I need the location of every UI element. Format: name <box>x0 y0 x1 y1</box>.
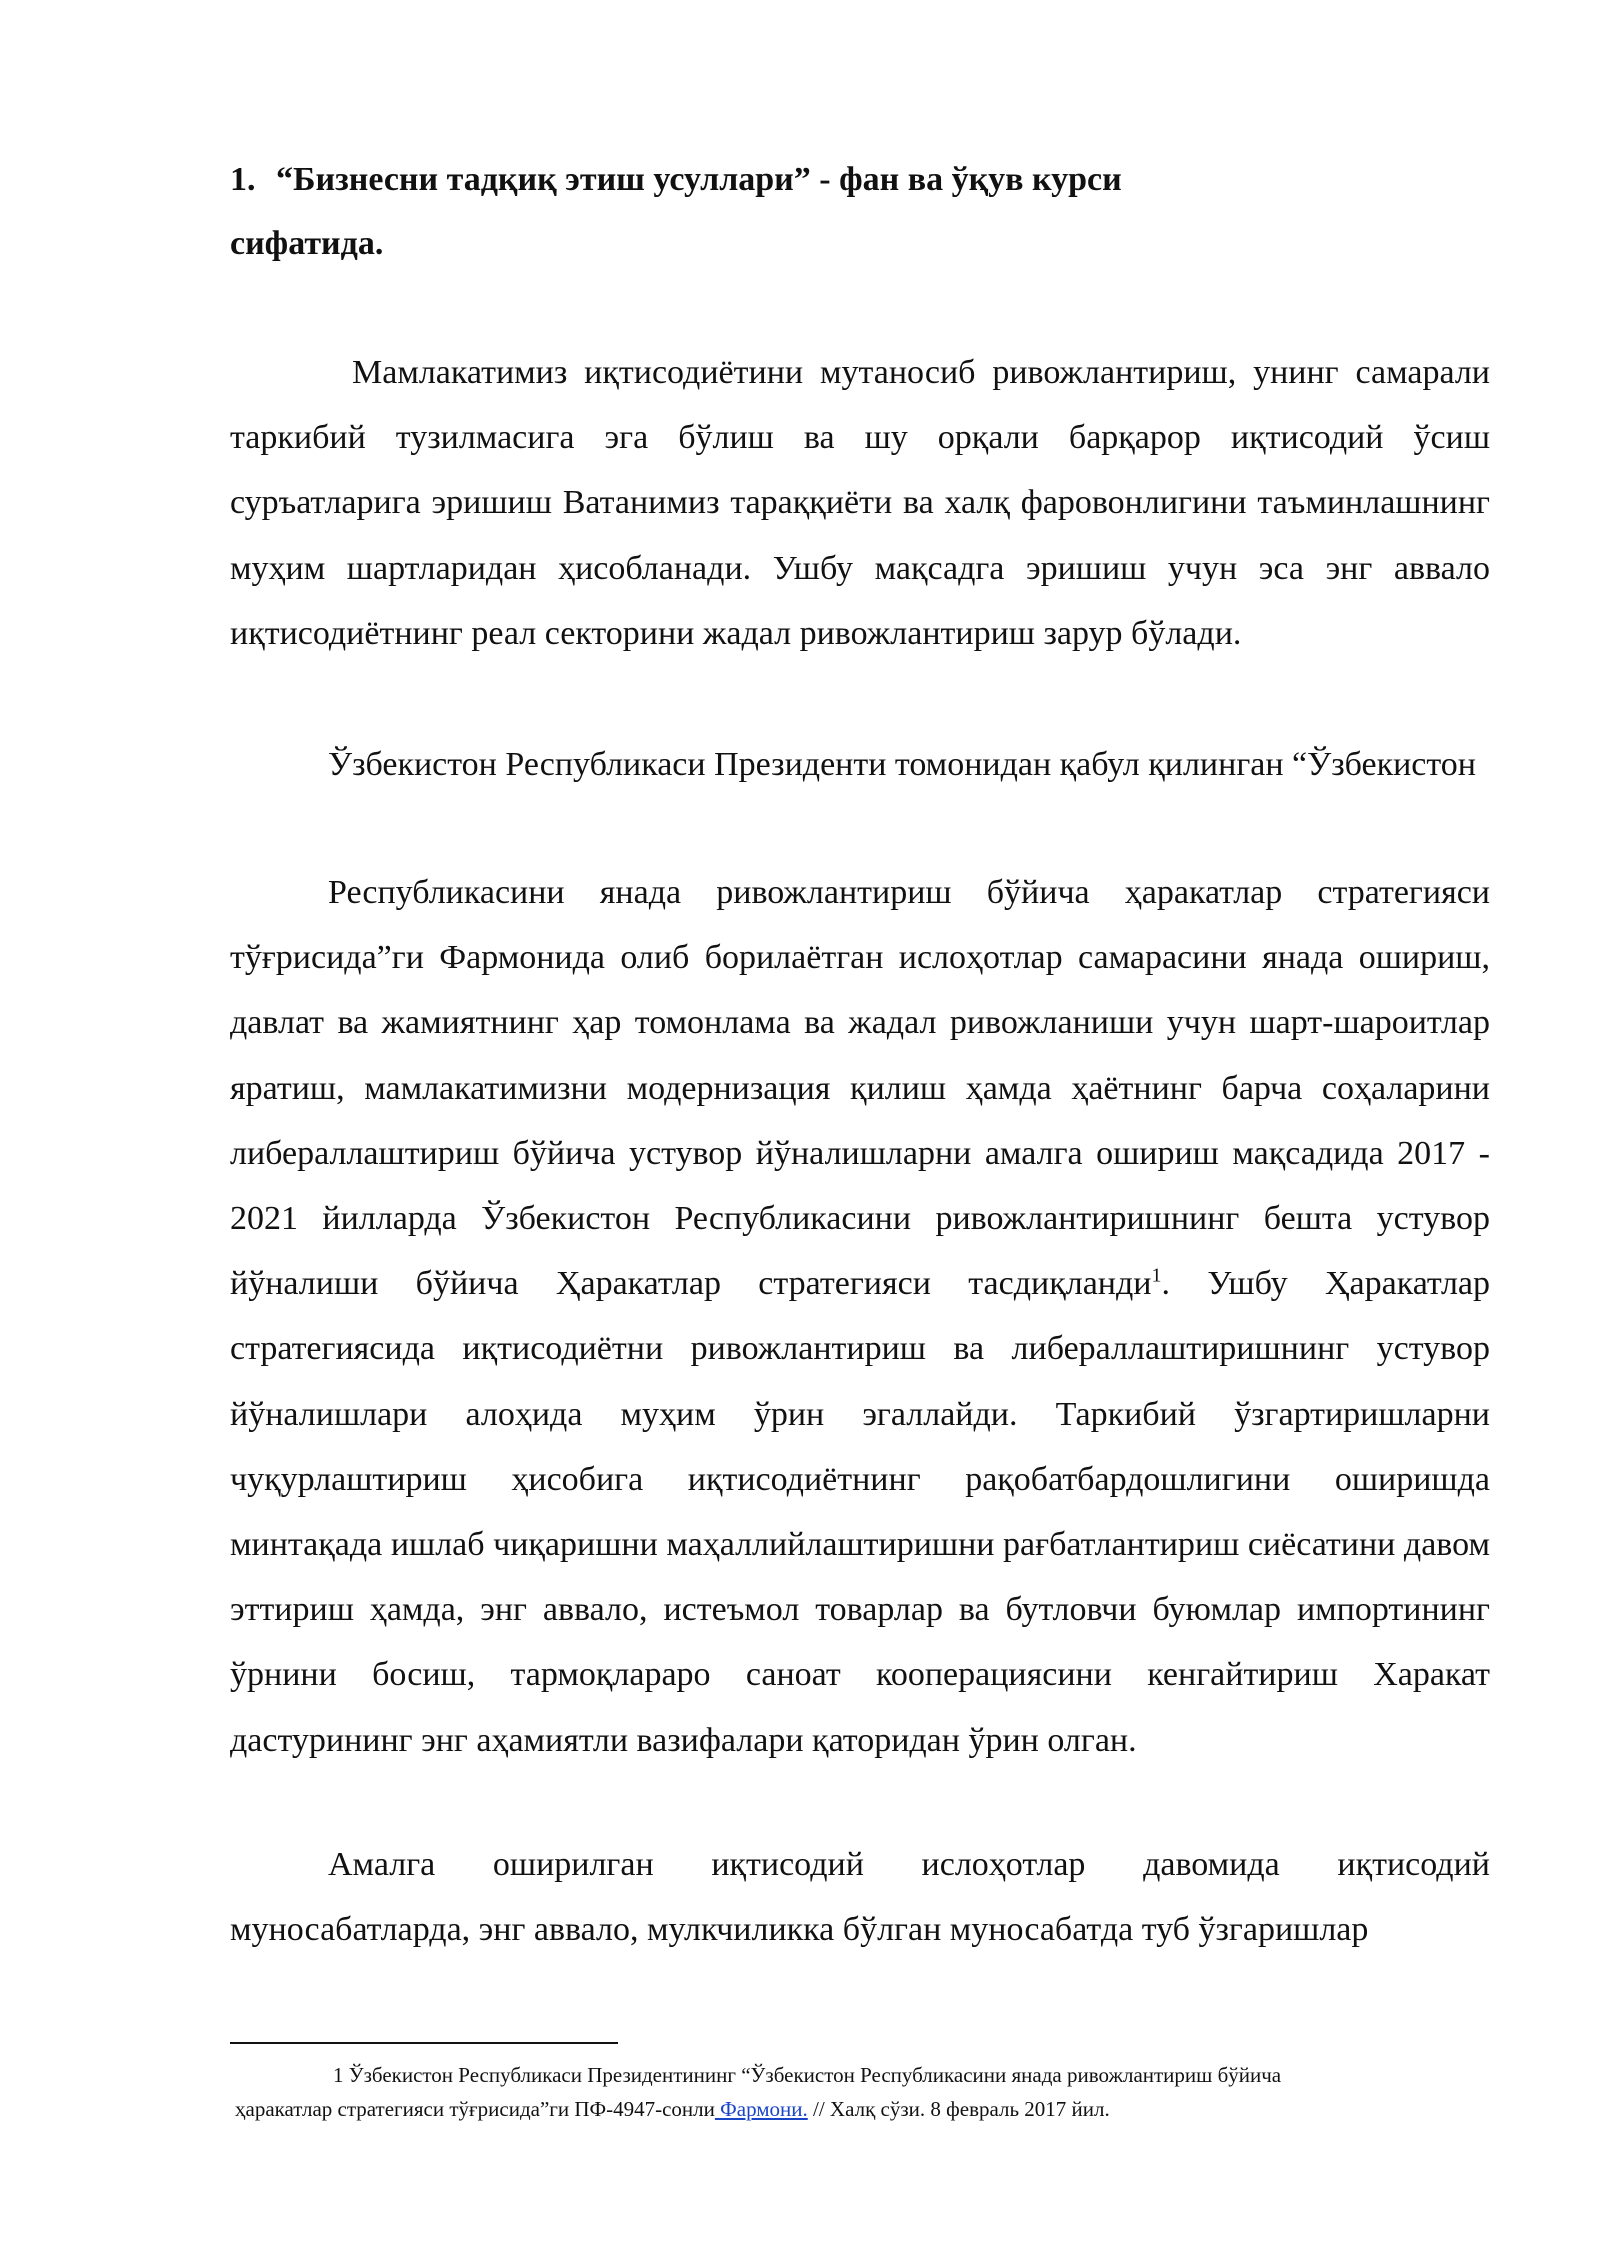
section-heading <box>230 148 1490 212</box>
footnote-separator <box>230 2042 618 2044</box>
section-title-line2: сифатида. <box>230 225 384 262</box>
paragraph-3 <box>230 860 1490 1773</box>
footnote <box>235 2058 1495 2126</box>
paragraph-3-text-start: Республикасини янада ривожлантириш бўйича ҳаракатлар стратегияси тўғрисида”ги Фармонида олиб борилаётган ислоҳотлар самарасини янада ошириш, давлат ва жамиятнинг ҳар томонлама ва жадал ривожланиши учун шарт-шароитлар яратиш, мамлакатимизни модернизация қилиш ҳамда ҳаётнинг барча соҳаларини либераллаштириш бўйича устувор йўналишларни амалга ошириш мақсадида 2017 - 2021 йилларда Ўзбекистон Республикасини ривожлантиришнинг бешта устувор йўналиши бўйича Ҳаракатлар стратегияси тасдиқланди <box>230 874 1490 1303</box>
paragraph-3-text-end: . Ушбу Ҳаракатлар стратегиясида иқтисодиётни ривожлантириш ва либераллаштиришнинг устувор йўналишлари алоҳида муҳим ўрин эгаллайди. Таркибий ўзгартиришларни чуқурлаштириш ҳисобига иқтисодиётнинг рақобатбардошлигини оширишда минтақада ишлаб чиқаришни маҳаллийлаштиришни рағбатлантириш сиёсатини давом эттириш ҳамда, энг аввало, истеъмол товарлар ва бутловчи буюмлар импортининг ўрнини босиш, тармоқлараро саноат кооперациясини кенгайтириш Харакат дастурининг энг аҳамиятли вазифалари қаторидан ўрин олган. <box>230 1265 1490 1759</box>
paragraph-2: Ўзбекистон Республикаси Президенти томонидан қабул қилинган “Ўзбекистон <box>328 746 1476 783</box>
section-title-line1: “Бизнесни тадқиқ этиш усуллари” - фан ва ўқув курси <box>276 161 1122 198</box>
footnote-link[interactable]: Фармони. <box>714 2097 808 2121</box>
footnote-line-2: ҳаракатлар стратегияси тўғрисида”ги ПФ-4947-сонли <box>235 2097 715 2121</box>
footnote-reference[interactable]: 1 <box>1151 1264 1162 1287</box>
paragraph-1: Мамлакатимиз иқтисодиётини мутаносиб ривожлантириш, унинг самарали таркибий тузилмасига эга бўлиш ва шу орқали барқарор иқтисодий ўсиш суръатларига эришиш Ватанимиз тараққиёти ва халқ фаровонлигини таъминлашнинг муҳим шартларидан ҳисобланади. Ушбу мақсадга эришиш учун эса энг аввало иқтисодиётнинг реал секторини жадал ривожлантириш зарур бўлади. <box>230 354 1490 652</box>
footnote-line-1: 1 Ўзбекистон Республикаси Президентининг “Ўзбекистон Республикасини янада ривожлантириш бўйича <box>333 2063 1282 2087</box>
paragraph-4: Амалга оширилган иқтисодий ислоҳотлар давомида иқтисодий муносабатларда, энг аввало, мулкчиликка бўлган муносабатда туб ўзгаришлар <box>230 1846 1490 1949</box>
section-number: 1. <box>230 161 256 198</box>
footnote-source: // Халқ сўзи. 8 февраль 2017 йил. <box>807 2097 1110 2121</box>
